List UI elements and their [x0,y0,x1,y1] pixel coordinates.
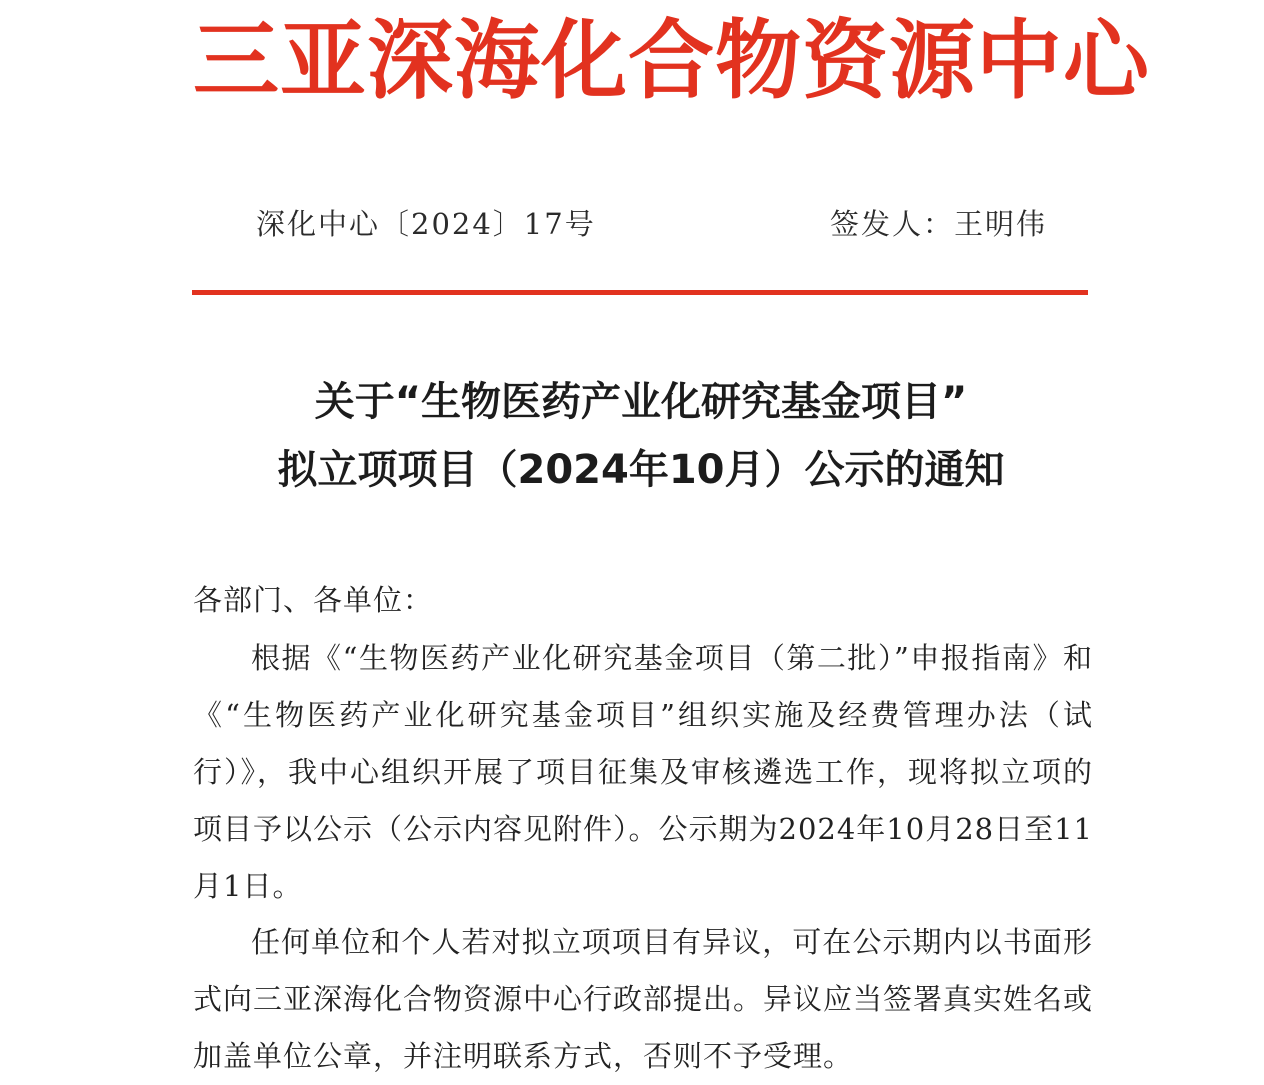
body-paragraph-2: 任何单位和个人若对拟立项项目有异议，可在公示期内以书面形式向三亚深海化合物资源中心行政部提出。异议应当签署真实姓名或加盖单位公章，并注明联系方式，否则不予受理。 [193,925,1094,1073]
salutation: 各部门、各单位： [193,583,434,617]
notice-title-line-2: 拟立项项目（2024年10月）公示的通知 [277,447,1005,493]
signer-label: 签发人： [830,207,955,241]
signer [830,206,1047,242]
notice-title-line-1: 关于“生物医药产业化研究基金项目” [314,379,968,425]
document-number: 深化中心〔2024〕17号 [256,207,596,241]
signer-name: 王明伟 [954,207,1048,241]
body-paragraph-1: 根据《“生物医药产业化研究基金项目（第二批）”申报指南》和《“生物医药产业化研究基金项目”组织实施及经费管理办法（试行）》，我中心组织开展了项目征集及审核遴选工作，现将拟立项的项目予以公示（公示内容见附件）。公示期为2024年10月28日至11月1日。 [193,641,1094,903]
masthead-organization-title: 三亚深海化合物资源中心 [193,11,1150,111]
red-separator-line [192,290,1088,295]
